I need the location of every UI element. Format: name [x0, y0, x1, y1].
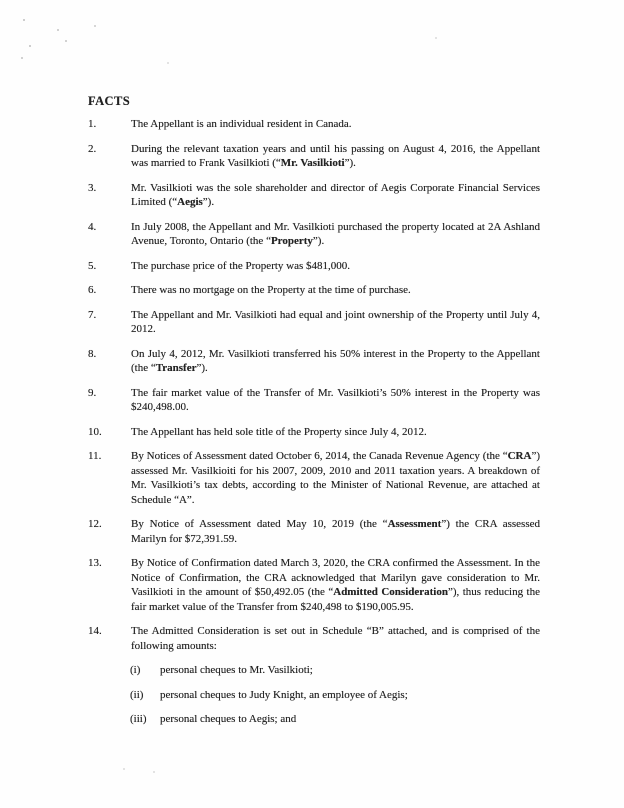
- scan-speck: [23, 19, 25, 21]
- fact-paragraph: [88, 425, 540, 440]
- paragraph-text: personal cheques to Aegis; and: [160, 713, 297, 725]
- scan-speck: [153, 771, 155, 773]
- fact-subitem: [130, 712, 540, 727]
- fact-paragraph: [88, 283, 540, 298]
- paragraph-text: The Appellant and Mr. Vasilkioti had equal and joint ownership of the Property until July 4, 2012.: [131, 308, 540, 335]
- paragraph-number: 9.: [88, 386, 97, 399]
- paragraph-number: 14.: [88, 625, 102, 637]
- fact-paragraph: [88, 386, 540, 415]
- paragraph-number: 7.: [88, 308, 97, 321]
- fact-paragraph: [88, 624, 540, 653]
- paragraph-number: 4.: [88, 220, 97, 233]
- paragraph-text: The Appellant has held sole title of the Property since July 4, 2012.: [131, 425, 427, 438]
- facts-list: [88, 117, 540, 727]
- section-heading: FACTS: [88, 94, 131, 108]
- paragraph-number: 6.: [88, 284, 97, 296]
- fact-paragraph: [88, 517, 540, 546]
- paragraph-text: By Notices of Assessment dated October 6, 2014, the Canada Revenue Agency (the “CRA”) assessed Mr. Vasilkioiti for his 2007, 2009, 2010 and 2011 taxation years. A breakdown of Mr. Vasilkioti’s tax debts, according to the Minister of National Revenue, are attached at Schedule “A”.: [131, 450, 540, 506]
- paragraph-text: During the relevant taxation years and until his passing on August 4, 2016, the Appellant was married to Frank Vasilkioti (“Mr. Vasilkioti”).: [131, 142, 540, 169]
- paragraph-text: Mr. Vasilkioti was the sole shareholder and director of Aegis Corporate Financial Services Limited (“Aegis”).: [131, 181, 540, 208]
- paragraph-number: (ii): [130, 688, 144, 701]
- fact-paragraph: [88, 259, 540, 274]
- scan-speck: [29, 45, 31, 47]
- fact-paragraph: [88, 347, 540, 376]
- scan-speck: [435, 37, 437, 39]
- scan-speck: [123, 768, 125, 770]
- paragraph-number: 12.: [88, 518, 102, 530]
- paragraph-text: personal cheques to Judy Knight, an employee of Aegis;: [160, 688, 408, 701]
- scan-speck: [57, 29, 59, 31]
- fact-subitem: [130, 688, 540, 703]
- scan-speck: [21, 57, 23, 59]
- paragraph-number: 13.: [88, 557, 102, 569]
- paragraph-text: personal cheques to Mr. Vasilkioti;: [160, 664, 313, 676]
- fact-paragraph: [88, 117, 540, 132]
- paragraph-number: 5.: [88, 259, 97, 272]
- fact-paragraph: [88, 556, 540, 614]
- scan-speck: [167, 62, 169, 64]
- fact-paragraph: [88, 220, 540, 249]
- fact-paragraph: [88, 181, 540, 210]
- paragraph-text: The Admitted Consideration is set out in Schedule “B” attached, and is comprised of the following amounts:: [131, 625, 540, 652]
- paragraph-number: (iii): [130, 713, 147, 725]
- paragraph-number: 11.: [88, 450, 102, 462]
- paragraph-text: The Appellant is an individual resident in Canada.: [131, 118, 352, 130]
- paragraph-text: By Notice of Assessment dated May 10, 2019 (the “Assessment”) the CRA assessed Marilyn for $72,391.59.: [131, 518, 540, 545]
- paragraph-number: 8.: [88, 347, 97, 360]
- fact-paragraph: [88, 142, 540, 171]
- scan-speck: [65, 40, 67, 42]
- paragraph-text: On July 4, 2012, Mr. Vasilkioti transferred his 50% interest in the Property to the Appellant (the “Transfer”).: [131, 347, 540, 374]
- paragraph-text: The fair market value of the Transfer of Mr. Vasilkioti’s 50% interest in the Property was $240,498.00.: [131, 386, 540, 413]
- fact-paragraph: [88, 308, 540, 337]
- paragraph-text: The purchase price of the Property was $481,000.: [131, 259, 351, 272]
- paragraph-number: 2.: [88, 142, 97, 155]
- fact-subitem: [130, 663, 540, 678]
- paragraph-text: There was no mortgage on the Property at the time of purchase.: [131, 284, 411, 296]
- paragraph-number: (i): [130, 664, 141, 676]
- paragraph-text: In July 2008, the Appellant and Mr. Vasilkioti purchased the property located at 2A Ashland Avenue, Toronto, Ontario (the “Property”).: [131, 220, 540, 247]
- paragraph-number: 1.: [88, 118, 97, 130]
- paragraph-number: 10.: [88, 425, 102, 438]
- paragraph-text: By Notice of Confirmation dated March 3, 2020, the CRA confirmed the Assessment. In the Notice of Confirmation, the CRA acknowledged that Marilyn gave consideration to Mr. Vasilkioti in the amount of $50,492.05 (the “Admitted Consideration”), thus reducing the fair market value of the Transfer from $240,498 to $190,005.95.: [131, 557, 540, 613]
- fact-paragraph: [88, 449, 540, 507]
- paragraph-number: 3.: [88, 181, 97, 194]
- scan-speck: [94, 25, 96, 27]
